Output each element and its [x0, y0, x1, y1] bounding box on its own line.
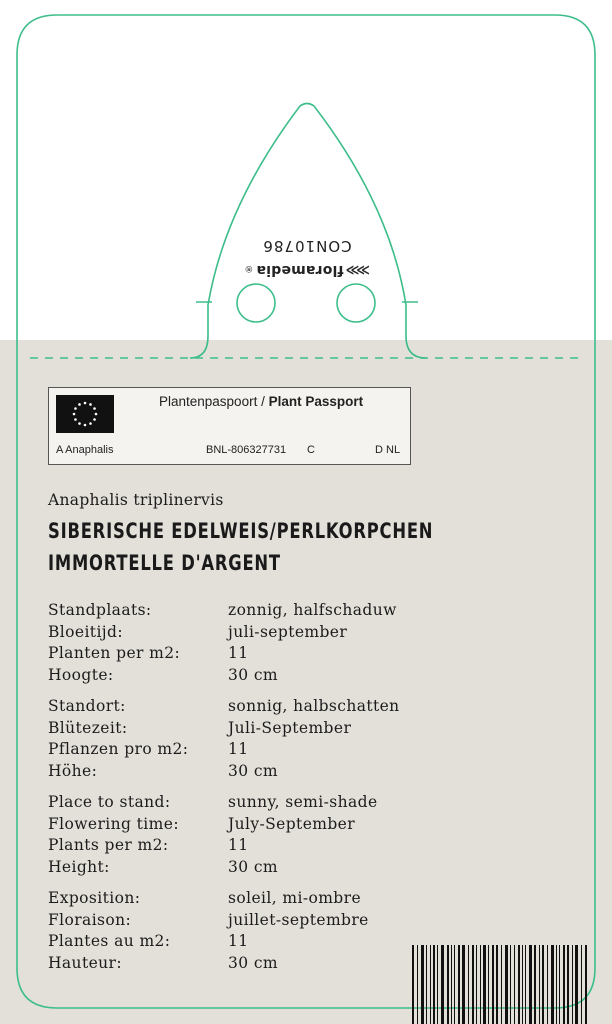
eu-star: [95, 413, 98, 416]
info-group-nl: [48, 600, 468, 686]
info-row: [48, 739, 468, 761]
barcode-bar: [412, 945, 414, 1024]
info-row: [48, 761, 468, 783]
barcode-bar: [559, 945, 560, 1024]
barcode-bar: [534, 945, 536, 1024]
passport-field-d: D NL: [375, 444, 401, 456]
hang-hole-right: [337, 284, 375, 322]
passport-field-c: C: [307, 444, 315, 456]
info-value: 30 cm: [228, 953, 279, 972]
info-label: Plantes au m2:: [48, 932, 171, 950]
info-label: Höhe:: [48, 761, 98, 780]
barcode-bar: [556, 945, 557, 1024]
info-label: Standort:: [48, 697, 126, 715]
barcode-bar: [522, 945, 523, 1024]
barcode-bar: [437, 945, 438, 1024]
info-value: 30 cm: [228, 761, 279, 780]
eu-star: [73, 413, 76, 416]
info-label: Pflanzen pro m2:: [48, 740, 189, 758]
info-row: [48, 888, 468, 910]
info-label: Bloeitijd:: [48, 622, 123, 641]
barcode-bar: [451, 945, 452, 1024]
barcode-bar: [430, 945, 431, 1024]
barcode-bar: [539, 945, 540, 1024]
barcode-bar: [505, 945, 508, 1024]
plant-passport: [48, 387, 411, 465]
info-value: 11: [228, 644, 249, 662]
eu-star: [93, 418, 96, 421]
barcode-bar: [441, 945, 444, 1024]
barcode-icon: [410, 945, 588, 1024]
info-row: [48, 931, 468, 953]
info-row: [48, 622, 468, 644]
info-row: [48, 600, 468, 622]
eu-star: [78, 422, 81, 425]
info-value: 11: [228, 932, 249, 950]
barcode-bar: [581, 945, 582, 1024]
barcode-bar: [525, 945, 526, 1024]
info-row: [48, 814, 468, 836]
barcode-bar: [518, 945, 520, 1024]
barcode-bar: [454, 945, 455, 1024]
info-label: Place to stand:: [48, 793, 171, 811]
info-row: [48, 792, 468, 814]
common-name-line-1: SIBERISCHE EDELWEIS/PERLKORPCHEN: [48, 519, 434, 543]
barcode-bar: [421, 945, 424, 1024]
barcode-bar: [488, 945, 489, 1024]
info-row: [48, 857, 468, 879]
barcode-bar: [585, 945, 587, 1024]
care-info: [48, 600, 468, 984]
barcode-bar: [472, 945, 474, 1024]
barcode-bar: [529, 945, 532, 1024]
barcode-bar: [447, 945, 449, 1024]
barcode-bar: [510, 945, 511, 1024]
info-value: July-September: [228, 814, 356, 833]
barcode-bar: [563, 945, 565, 1024]
hang-hole-left: [237, 284, 275, 322]
info-value: juillet-septembre: [228, 910, 369, 929]
barcode-bar: [542, 945, 544, 1024]
eu-star: [93, 407, 96, 410]
info-group-de: [48, 696, 468, 782]
barcode-bar: [426, 945, 427, 1024]
product-code: CON10786: [262, 237, 352, 255]
info-label: Plants per m2:: [48, 836, 169, 854]
info-label: Hoogte:: [48, 665, 114, 684]
latin-name: Anaphalis triplinervis: [48, 491, 224, 509]
eu-star: [89, 403, 92, 406]
info-group-fr: [48, 888, 468, 974]
floramedia-logo-icon: ≫≫: [348, 262, 370, 277]
barcode-bar: [492, 945, 494, 1024]
barcode-bar: [458, 945, 460, 1024]
info-value: 11: [228, 836, 249, 854]
info-row: [48, 718, 468, 740]
info-row: [48, 665, 468, 687]
eu-star: [84, 424, 87, 427]
info-row: [48, 910, 468, 932]
info-label: Planten per m2:: [48, 644, 181, 662]
eu-star: [78, 403, 81, 406]
barcode-bar: [514, 945, 515, 1024]
info-label: Height:: [48, 857, 110, 876]
eu-star: [74, 407, 77, 410]
info-label: Blütezeit:: [48, 718, 128, 737]
barcode-bar: [480, 945, 481, 1024]
info-label: Floraison:: [48, 910, 132, 929]
barcode-bar: [417, 945, 418, 1024]
info-value: 11: [228, 740, 249, 758]
info-row: [48, 953, 468, 975]
barcode-bar: [476, 945, 477, 1024]
eu-flag-icon: [56, 395, 114, 433]
brand-block: [241, 228, 373, 278]
barcode-bar: [572, 945, 573, 1024]
barcode-bar: [575, 945, 578, 1024]
eu-star: [74, 418, 77, 421]
info-value: sunny, semi-shade: [228, 793, 378, 811]
info-value: juli-september: [228, 622, 348, 641]
info-group-en: [48, 792, 468, 878]
info-label: Exposition:: [48, 889, 141, 907]
brand-logo: ≫≫floramedia®: [244, 262, 370, 278]
info-label: Flowering time:: [48, 814, 179, 833]
eu-star: [84, 402, 87, 405]
info-value: Juli-September: [228, 718, 352, 737]
eu-star: [89, 422, 92, 425]
info-row: [48, 696, 468, 718]
passport-field-a: A Anaphalis: [56, 444, 114, 456]
info-value: soleil, mi-ombre: [228, 889, 362, 907]
barcode-bar: [483, 945, 486, 1024]
info-value: zonnig, halfschaduw: [228, 601, 397, 619]
info-label: Standplaats:: [48, 601, 152, 619]
info-value: 30 cm: [228, 857, 279, 876]
barcode-bar: [468, 945, 469, 1024]
info-value: 30 cm: [228, 665, 279, 684]
barcode-bar: [567, 945, 569, 1024]
passport-title: Plantenpaspoort / Plant Passport: [159, 394, 364, 409]
common-name-line-2: IMMORTELLE D'ARGENT: [48, 551, 281, 575]
barcode-bar: [547, 945, 548, 1024]
barcode-bar: [496, 945, 498, 1024]
barcode-bar: [462, 945, 465, 1024]
barcode-bar: [551, 945, 554, 1024]
barcode-bar: [433, 945, 435, 1024]
info-value: sonnig, halbschatten: [228, 697, 400, 715]
info-row: [48, 835, 468, 857]
info-row: [48, 643, 468, 665]
passport-field-b: BNL-806327731: [206, 444, 287, 456]
barcode-bar: [501, 945, 502, 1024]
info-label: Hauteur:: [48, 953, 122, 972]
